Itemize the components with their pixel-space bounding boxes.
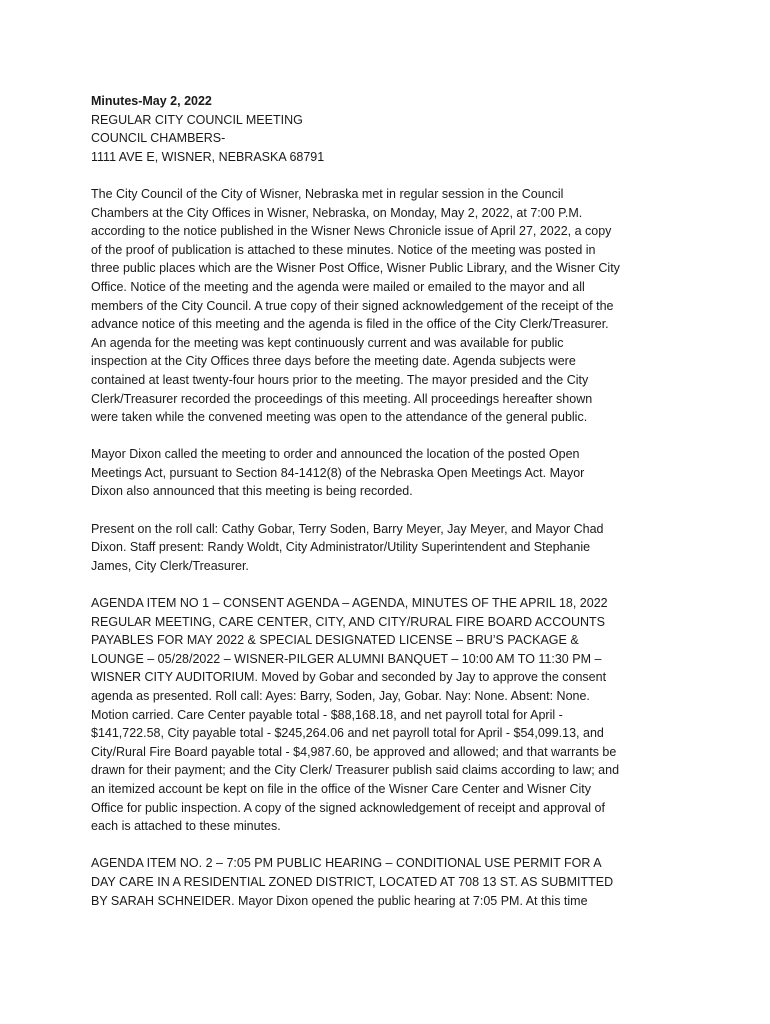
paragraph-4 — [91, 594, 683, 836]
paragraph-line: contained at least twenty-four hours prior to the meeting. The mayor presided and the City — [91, 372, 589, 387]
paragraph-line: Clerk/Treasurer recorded the proceedings of this meeting. All proceedings hereafter shown — [91, 391, 593, 406]
paragraph-line: were taken while the convened meeting was open to the attendance of the general public. — [91, 410, 588, 425]
paragraph-line: AGENDA ITEM NO 1 – CONSENT AGENDA – AGENDA, MINUTES OF THE APRIL 18, 2022 — [91, 596, 608, 611]
paragraph-line: Dixon. Staff present: Randy Woldt, City Administrator/Utility Superintendent and Stephanie — [91, 540, 591, 555]
paragraph-line: Present on the roll call: Cathy Gobar, Terry Soden, Barry Meyer, Jay Meyer, and Mayor Chad — [91, 521, 604, 536]
paragraph-gap — [91, 836, 683, 855]
paragraph-line: each is attached to these minutes. — [91, 819, 281, 834]
paragraph-line: REGULAR MEETING, CARE CENTER, CITY, AND CITY/RURAL FIRE BOARD ACCOUNTS — [91, 614, 605, 629]
paragraph-line: Office for public inspection. A copy of the signed acknowledgement of receipt and approval of — [91, 800, 605, 815]
paragraph-line: Chambers at the City Offices in Wisner, Nebraska, on Monday, May 2, 2022, at 7:00 P.M. — [91, 205, 583, 220]
paragraph-line: of the proof of publication is attached to these minutes. Notice of the meeting was posted in — [91, 242, 596, 257]
paragraph-gap — [91, 575, 683, 594]
paragraph-line: Motion carried. Care Center payable total - $88,168.18, and net payroll total for April - — [91, 707, 563, 722]
paragraph-line: WISNER CITY AUDITORIUM. Moved by Gobar and seconded by Jay to approve the consent — [91, 670, 607, 685]
paragraph-line: An agenda for the meeting was kept continuously current and was available for public — [91, 335, 564, 350]
paragraph-line: The City Council of the City of Wisner, Nebraska met in regular session in the Council — [91, 186, 564, 201]
paragraph-line: Mayor Dixon called the meeting to order and announced the location of the posted Open — [91, 447, 580, 462]
paragraph-line: Meetings Act, pursuant to Section 84-1412(8) of the Nebraska Open Meetings Act. Mayor — [91, 465, 585, 480]
minutes-body — [91, 185, 683, 910]
paragraph-line: three public places which are the Wisner Post Office, Wisner Public Library, and the Wisner City — [91, 261, 620, 276]
minutes-header — [91, 92, 683, 166]
paragraph-line: an itemized account be kept on file in the office of the Wisner Care Center and Wisner City — [91, 781, 592, 796]
paragraph-line: BY SARAH SCHNEIDER. Mayor Dixon opened the public hearing at 7:05 PM. At this time — [91, 893, 588, 908]
paragraph-3 — [91, 520, 683, 576]
paragraph-line: James, City Clerk/Treasurer. — [91, 558, 249, 573]
paragraph-line: members of the City Council. A true copy of their signed acknowledgement of the receipt of the — [91, 298, 614, 313]
paragraph-gap — [91, 501, 683, 520]
paragraph-line: AGENDA ITEM NO. 2 – 7:05 PM PUBLIC HEARING – CONDITIONAL USE PERMIT FOR A — [91, 856, 602, 871]
paragraph-line: inspection at the City Offices three days before the meeting date. Agenda subjects were — [91, 354, 576, 369]
paragraph-line: Dixon also announced that this meeting is being recorded. — [91, 484, 413, 499]
minutes-title: Minutes-May 2, 2022 — [91, 94, 212, 108]
document-page — [91, 92, 683, 910]
paragraph-line: advance notice of this meeting and the agenda is filed in the office of the City Clerk/Treasurer. — [91, 317, 609, 332]
paragraph-line: agenda as presented. Roll call: Ayes: Barry, Soden, Jay, Gobar. Nay: None. Absent: None. — [91, 689, 590, 703]
meeting-address: 1111 AVE E, WISNER, NEBRASKA 68791 — [91, 149, 325, 164]
paragraph-line: DAY CARE IN A RESIDENTIAL ZONED DISTRICT, LOCATED AT 708 13 ST. AS SUBMITTED — [91, 874, 614, 889]
paragraph-1 — [91, 185, 683, 427]
paragraph-2 — [91, 445, 683, 501]
paragraph-gap — [91, 166, 683, 185]
meeting-location: COUNCIL CHAMBERS- — [91, 131, 226, 146]
paragraph-line: $141,722.58, City payable total - $245,264.06 and net payroll total for April - $54,099.13, and — [91, 726, 604, 741]
paragraph-line: Office. Notice of the meeting and the agenda were mailed or emailed to the mayor and all — [91, 279, 585, 294]
paragraph-line: according to the notice published in the Wisner News Chronicle issue of April 27, 2022, a copy — [91, 224, 612, 239]
paragraph-line: City/Rural Fire Board payable total - $4,987.60, be approved and allowed; and that warrants be — [91, 744, 617, 759]
paragraph-line: drawn for their payment; and the City Clerk/ Treasurer publish said claims according to law; and — [91, 763, 620, 778]
meeting-type: REGULAR CITY COUNCIL MEETING — [91, 112, 303, 127]
paragraph-gap — [91, 427, 683, 446]
paragraph-line: LOUNGE – 05/28/2022 – WISNER-PILGER ALUMNI BANQUET – 10:00 AM TO 11:30 PM – — [91, 651, 602, 666]
paragraph-5 — [91, 854, 683, 910]
paragraph-line: PAYABLES FOR MAY 2022 & SPECIAL DESIGNATED LICENSE – BRU’S PACKAGE & — [91, 633, 579, 648]
